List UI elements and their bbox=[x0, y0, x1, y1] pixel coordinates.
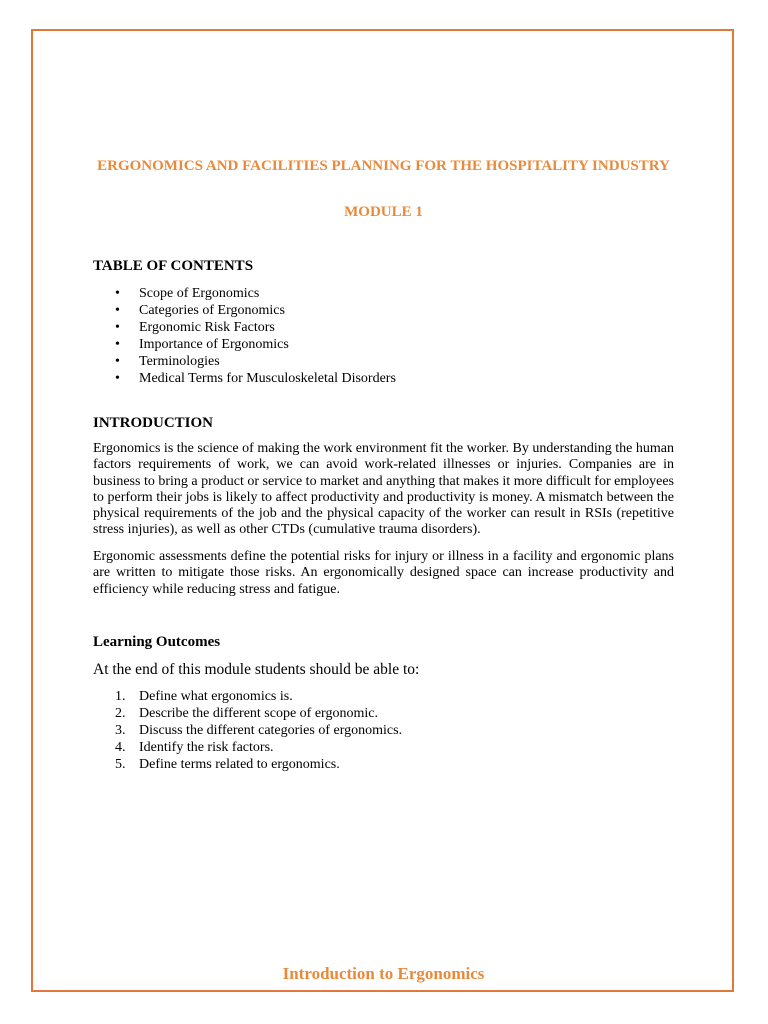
bullet-icon: • bbox=[115, 371, 120, 386]
item-number: 1. bbox=[115, 689, 126, 704]
item-text: Define what ergonomics is. bbox=[139, 689, 293, 704]
bullet-icon: • bbox=[115, 320, 120, 335]
toc-item-label: Scope of Ergonomics bbox=[139, 286, 260, 301]
toc-item bbox=[93, 285, 673, 302]
learning-outcome-item bbox=[93, 739, 673, 756]
learning-outcomes-list bbox=[93, 688, 673, 773]
learning-outcomes-intro: At the end of this module students should be able to: bbox=[93, 661, 420, 678]
toc-item-label: Medical Terms for Musculoskeletal Disorders bbox=[139, 371, 396, 386]
toc-item bbox=[93, 353, 673, 370]
toc-item bbox=[93, 302, 673, 319]
learning-outcome-item bbox=[93, 722, 673, 739]
item-text: Define terms related to ergonomics. bbox=[139, 757, 340, 772]
learning-outcome-item bbox=[93, 705, 673, 722]
bullet-icon: • bbox=[115, 303, 120, 318]
toc-item bbox=[93, 319, 673, 336]
toc-list bbox=[93, 285, 673, 387]
learning-outcome-item bbox=[93, 688, 673, 705]
toc-heading: TABLE OF CONTENTS bbox=[93, 258, 254, 274]
item-text: Discuss the different categories of ergonomics. bbox=[139, 723, 403, 738]
bullet-icon: • bbox=[115, 337, 120, 352]
document-title: ERGONOMICS AND FACILITIES PLANNING FOR THE HOSPITALITY INDUSTRY bbox=[97, 158, 670, 174]
toc-item bbox=[93, 370, 673, 387]
learning-outcomes-heading: Learning Outcomes bbox=[93, 634, 221, 650]
toc-item-label: Importance of Ergonomics bbox=[139, 337, 289, 352]
bullet-icon: • bbox=[115, 286, 120, 301]
item-number: 2. bbox=[115, 706, 126, 721]
footer-title: Introduction to Ergonomics bbox=[282, 964, 485, 983]
bullet-icon: • bbox=[115, 354, 120, 369]
toc-item-label: Ergonomic Risk Factors bbox=[139, 320, 275, 335]
learning-outcome-item bbox=[93, 756, 673, 773]
item-number: 3. bbox=[115, 723, 126, 738]
item-number: 5. bbox=[115, 757, 126, 772]
toc-item-label: Categories of Ergonomics bbox=[139, 303, 285, 318]
introduction-heading: INTRODUCTION bbox=[93, 415, 214, 431]
item-number: 4. bbox=[115, 740, 126, 755]
module-label: MODULE 1 bbox=[344, 204, 423, 220]
introduction-paragraph: Ergonomics is the science of making the work environment fit the worker. By understanding the human factors requirements of work, we can avoid work-related illnesses or injuries. Companies are in business to bring a product or service to market and anything that makes it more difficult for employees to perform their jobs is likely to affect productivity and productivity is money. A mismatch between the physical requirements of the job and the physical capacity of the worker can result in RSIs (repetitive stress injuries), as well as other CTDs (cumulative trauma disorders). bbox=[93, 441, 674, 538]
toc-item bbox=[93, 336, 673, 353]
item-text: Identify the risk factors. bbox=[139, 740, 274, 755]
item-text: Describe the different scope of ergonomic. bbox=[139, 706, 378, 721]
toc-item-label: Terminologies bbox=[139, 354, 220, 369]
introduction-paragraph: Ergonomic assessments define the potential risks for injury or illness in a facility and ergonomic plans are written to mitigate those risks. An ergonomically designed space can increase productivity and efficiency while reducing stress and fatigue. bbox=[93, 549, 674, 597]
